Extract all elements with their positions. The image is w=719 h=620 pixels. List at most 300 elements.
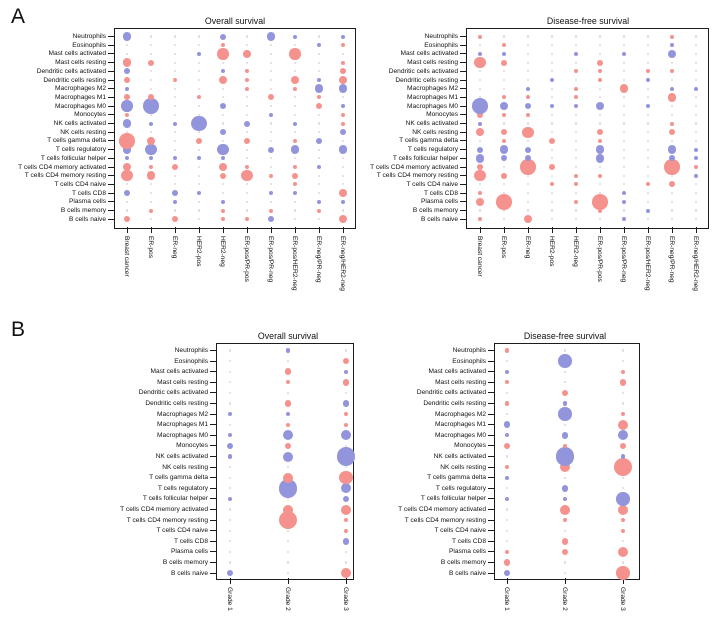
bubble	[695, 62, 697, 64]
y-axis-label: NK cells resting	[412, 128, 458, 136]
bubble	[598, 78, 602, 82]
y-axis-tick	[108, 97, 114, 98]
bubble	[293, 87, 297, 91]
bubble	[478, 35, 482, 39]
bubble	[343, 379, 350, 386]
bubble	[623, 114, 625, 116]
y-axis-tick	[108, 149, 114, 150]
y-axis-label: T cells CD8	[72, 189, 106, 197]
bubble	[668, 145, 677, 154]
bubble	[506, 508, 508, 510]
bubble	[551, 209, 553, 211]
bubble	[551, 122, 553, 124]
bubble	[229, 349, 231, 351]
bubble	[563, 401, 567, 405]
y-axis-label: Monocytes	[426, 111, 458, 119]
bubble	[551, 88, 553, 90]
y-axis-label: Dendritic cells resting	[395, 76, 458, 84]
y-axis-tick	[108, 123, 114, 124]
y-axis-label: T cells follicular helper	[40, 154, 106, 162]
bubble	[527, 62, 529, 64]
bubble	[145, 144, 156, 155]
x-axis-label: Grade 2	[284, 586, 292, 611]
y-axis-tick	[488, 467, 494, 468]
bubble	[503, 209, 505, 211]
y-axis-tick	[210, 573, 216, 574]
bubble	[599, 53, 601, 55]
bubble	[695, 114, 697, 116]
y-axis-tick	[108, 36, 114, 37]
y-axis-label: Mast cells activated	[400, 50, 458, 58]
y-axis-label: T cells gamma delta	[149, 474, 208, 482]
bubble	[318, 35, 320, 37]
bubble	[269, 209, 273, 213]
bubble	[551, 35, 553, 37]
bubble	[664, 159, 680, 175]
bubble	[149, 122, 153, 126]
bubble	[671, 201, 673, 203]
y-axis-tick	[460, 140, 466, 141]
bubble	[344, 423, 348, 427]
bubble	[551, 62, 553, 64]
bubble	[291, 145, 300, 154]
bubble	[317, 200, 321, 204]
y-axis-tick	[460, 71, 466, 72]
bubble	[229, 561, 231, 563]
y-axis-tick	[488, 520, 494, 521]
x-axis-tick	[343, 227, 344, 233]
y-axis-tick	[210, 445, 216, 446]
y-axis-tick	[488, 414, 494, 415]
y-axis-label: Dendritic cells resting	[43, 76, 106, 84]
y-axis-label: B cells naive	[170, 569, 208, 577]
bubble	[174, 53, 176, 55]
y-axis-label: T cells CD4 naive	[54, 180, 106, 188]
bubble	[294, 62, 296, 64]
panel-b-right-title: Disease-free survival	[523, 330, 607, 341]
y-axis-label: Mast cells resting	[435, 378, 486, 386]
bubble	[269, 113, 273, 117]
y-axis-tick	[460, 184, 466, 185]
bubble	[616, 492, 630, 506]
panel-b-label: B	[11, 318, 26, 341]
y-axis-label: B cells memory	[60, 207, 106, 214]
bubble	[246, 201, 248, 203]
y-axis-tick	[108, 71, 114, 72]
bubble	[694, 174, 698, 178]
y-axis-label: B cells memory	[440, 559, 486, 566]
bubble	[623, 35, 625, 37]
bubble	[575, 140, 577, 142]
y-axis-tick	[210, 498, 216, 499]
y-axis-tick	[210, 562, 216, 563]
bubble	[621, 529, 625, 533]
x-axis-label: Breast cancer	[123, 235, 131, 277]
bubble	[618, 547, 628, 557]
y-axis-tick	[460, 149, 466, 150]
bubble	[694, 148, 698, 152]
x-axis-label: HER2-neg	[572, 235, 580, 267]
y-axis-tick	[488, 488, 494, 489]
y-axis-label: T cells regulatory	[435, 484, 486, 492]
bubble	[647, 175, 649, 177]
y-axis-label: Dendritic cells resting	[423, 400, 486, 407]
bubble	[623, 122, 625, 124]
y-axis-label: Macrophages M2	[55, 85, 106, 93]
bubble	[551, 201, 553, 203]
bubble	[267, 32, 276, 41]
bubble	[564, 371, 566, 373]
panel-a-left-title: Overall survival	[204, 15, 266, 26]
x-axis-label: ER-neg	[171, 235, 179, 258]
bubble	[270, 88, 272, 90]
x-axis-tick	[507, 578, 508, 584]
y-axis-tick	[460, 123, 466, 124]
y-axis-label: NK cells resting	[60, 128, 106, 136]
panel-a-left-plot-area	[114, 28, 356, 229]
bubble	[527, 53, 529, 55]
bubble	[575, 114, 577, 116]
y-axis-label: Eosinophils	[174, 357, 208, 365]
bubble	[198, 175, 200, 177]
bubble	[695, 140, 697, 142]
y-axis-tick	[210, 392, 216, 393]
y-axis-tick	[210, 350, 216, 351]
y-axis-label: Mast cells resting	[407, 59, 458, 67]
bubble	[337, 447, 356, 466]
bubble	[173, 122, 177, 126]
bubble	[197, 52, 201, 56]
bubble	[123, 119, 132, 128]
bubble	[623, 62, 625, 64]
bubble	[647, 88, 649, 90]
bubble	[270, 122, 272, 124]
y-axis-label: Dendritic cells activated	[138, 389, 208, 397]
x-axis-tick	[672, 227, 673, 233]
bubble	[270, 62, 272, 64]
bubble	[646, 78, 650, 82]
bubble	[522, 127, 533, 138]
bubble	[119, 133, 135, 149]
bubble	[575, 209, 577, 211]
y-axis-tick	[210, 424, 216, 425]
bubble	[149, 165, 153, 169]
bubble	[647, 122, 649, 124]
bubble	[270, 53, 272, 55]
y-axis-label: T cells CD4 memory activated	[18, 163, 106, 171]
bubble	[191, 116, 207, 132]
y-axis-tick	[460, 201, 466, 202]
y-axis-label: Macrophages M0	[435, 431, 486, 439]
y-axis-tick	[488, 361, 494, 362]
x-axis-tick	[480, 227, 481, 233]
bubble	[622, 349, 624, 351]
bubble	[623, 149, 625, 151]
bubble	[575, 62, 577, 64]
bubble	[143, 98, 159, 114]
bubble	[592, 194, 608, 210]
y-axis-label: T cells follicular helper	[420, 495, 486, 503]
y-axis-tick	[488, 530, 494, 531]
y-axis-tick	[488, 477, 494, 478]
bubble	[575, 149, 577, 151]
bubble	[174, 35, 176, 37]
y-axis-tick	[108, 201, 114, 202]
y-axis-tick	[460, 97, 466, 98]
bubble	[477, 164, 483, 170]
bubble	[316, 138, 322, 144]
y-axis-label: Dendritic cells activated	[388, 67, 458, 75]
bubble	[574, 87, 578, 91]
y-axis-label: Macrophages M0	[157, 431, 208, 439]
x-axis-tick	[696, 227, 697, 233]
y-axis-label: Neutrophils	[174, 347, 208, 354]
bubble	[618, 505, 628, 515]
y-axis-tick	[488, 456, 494, 457]
y-axis-label: Dendritic cells resting	[145, 400, 208, 407]
bubble	[622, 402, 624, 404]
bubble	[479, 209, 481, 211]
bubble	[527, 175, 529, 177]
bubble	[479, 88, 481, 90]
bubble	[294, 114, 296, 116]
x-axis-tick	[175, 227, 176, 233]
bubble	[198, 209, 200, 211]
y-axis-tick	[460, 36, 466, 37]
bubble	[287, 530, 289, 532]
y-axis-label: T cells CD4 memory resting	[24, 172, 106, 180]
bubble	[222, 114, 224, 116]
y-axis-label: NK cells activated	[155, 453, 208, 460]
x-axis-label: Grade 3	[342, 586, 350, 611]
bubble	[318, 62, 320, 64]
bubble	[562, 432, 569, 439]
y-axis-label: Macrophages M0	[55, 102, 106, 110]
bubble	[527, 35, 529, 37]
bubble	[505, 348, 509, 352]
y-axis-label: NK cells activated	[405, 120, 458, 127]
y-axis-label: B cells naive	[448, 569, 486, 577]
y-axis-label: T cells CD4 naive	[156, 527, 208, 535]
x-axis-tick	[565, 578, 566, 584]
bubble	[345, 349, 347, 351]
y-axis-tick	[488, 573, 494, 574]
bubble	[562, 485, 569, 492]
bubble	[622, 200, 626, 204]
bubble	[670, 35, 674, 39]
bubble	[198, 149, 200, 151]
bubble	[574, 174, 578, 178]
y-axis-tick	[210, 477, 216, 478]
bubble	[293, 165, 297, 169]
y-axis-label: B cells naive	[68, 215, 106, 223]
bubble	[217, 48, 228, 59]
y-axis-label: T cells CD4 naive	[406, 180, 458, 188]
panel-b-left-plot-area	[216, 343, 354, 580]
bubble	[623, 209, 625, 211]
bubble	[598, 174, 602, 178]
y-axis-label: Plasma cells	[68, 198, 106, 206]
y-axis-tick	[488, 551, 494, 552]
y-axis-tick	[488, 392, 494, 393]
y-axis-label: T cells CD4 memory activated	[398, 506, 486, 513]
y-axis-tick	[108, 106, 114, 107]
bubble	[283, 473, 293, 483]
bubble	[695, 122, 697, 124]
bubble	[671, 209, 673, 211]
bubble	[527, 140, 529, 142]
bubble	[670, 122, 674, 126]
bubble	[527, 201, 529, 203]
x-axis-tick	[648, 227, 649, 233]
bubble	[174, 175, 176, 177]
panel-a-label: A	[11, 5, 26, 28]
bubble	[245, 165, 249, 169]
bubble	[695, 35, 697, 37]
y-axis-tick	[488, 371, 494, 372]
bubble	[293, 139, 297, 143]
bubble	[172, 164, 178, 170]
y-axis-label: Neutrophils	[72, 33, 106, 40]
y-axis-label: Plasma cells	[420, 198, 458, 206]
x-axis-tick	[127, 227, 128, 233]
x-axis-label: HER2-pos	[548, 235, 556, 266]
bubble	[341, 505, 351, 515]
y-axis-label: T cells CD8	[174, 537, 208, 545]
bubble	[598, 139, 602, 143]
bubble	[575, 35, 577, 37]
y-axis-tick	[460, 53, 466, 54]
y-axis-tick	[460, 193, 466, 194]
y-axis-tick	[488, 509, 494, 510]
y-axis-tick	[210, 541, 216, 542]
y-axis-tick	[460, 132, 466, 133]
bubble	[526, 113, 530, 117]
y-axis-tick	[108, 132, 114, 133]
bubble	[520, 159, 536, 175]
x-axis-label: ER-pos/PR-neg	[267, 235, 275, 282]
y-axis-label: Plasma cells	[448, 548, 486, 556]
bubble	[503, 35, 505, 37]
y-axis-tick	[210, 467, 216, 468]
y-axis-label: T cells follicular helper	[392, 154, 458, 162]
bubble	[318, 122, 320, 124]
bubble	[549, 164, 555, 170]
bubble	[670, 87, 674, 91]
bubble	[695, 201, 697, 203]
bubble	[220, 34, 226, 40]
y-axis-tick	[460, 219, 466, 220]
y-axis-label: T cells gamma delta	[47, 137, 106, 145]
bubble	[560, 505, 570, 515]
x-axis-label: HER2-pos	[195, 235, 203, 266]
bubble	[283, 452, 293, 462]
y-axis-tick	[108, 210, 114, 211]
y-axis-label: B cells memory	[162, 559, 208, 566]
bubble	[222, 62, 224, 64]
y-axis-tick	[210, 403, 216, 404]
bubble	[318, 114, 320, 116]
bubble	[246, 35, 248, 37]
y-axis-tick	[488, 350, 494, 351]
panel-b-left-title: Overall survival	[257, 330, 319, 341]
bubble	[506, 530, 508, 532]
bubble	[622, 561, 624, 563]
x-axis-label: ER-pos	[500, 235, 508, 258]
bubble	[318, 53, 320, 55]
x-axis-label: ER-neg	[524, 235, 532, 258]
y-axis-label: NK cells resting	[440, 463, 486, 471]
y-axis-tick	[210, 361, 216, 362]
y-axis-label: Mast cells resting	[55, 59, 106, 67]
bubble	[229, 508, 231, 510]
bubble	[294, 209, 296, 211]
bubble	[623, 140, 625, 142]
x-axis-label: Grade 3	[619, 586, 627, 611]
y-axis-label: Macrophages M1	[55, 93, 106, 101]
bubble	[472, 98, 488, 114]
bubble	[503, 122, 505, 124]
bubble	[198, 201, 200, 203]
y-axis-label: T cells CD8	[424, 189, 458, 197]
y-axis-label: T cells CD4 naive	[434, 527, 486, 535]
bubble	[527, 209, 529, 211]
bubble	[527, 122, 529, 124]
bubble	[558, 354, 572, 368]
y-axis-label: Dendritic cells activated	[36, 67, 106, 75]
y-axis-label: T cells regulatory	[157, 484, 208, 492]
bubble	[671, 175, 673, 177]
bubble	[150, 88, 152, 90]
y-axis-tick	[108, 114, 114, 115]
y-axis-tick	[488, 424, 494, 425]
bubble	[558, 407, 572, 421]
y-axis-tick	[460, 88, 466, 89]
bubble	[647, 35, 649, 37]
bubble	[217, 144, 228, 155]
bubble	[599, 122, 601, 124]
bubble	[270, 201, 272, 203]
y-axis-tick	[108, 193, 114, 194]
bubble	[293, 35, 297, 39]
bubble	[671, 114, 673, 116]
bubble	[246, 114, 248, 116]
x-axis-tick	[151, 227, 152, 233]
bubble	[229, 402, 231, 404]
bubble	[286, 423, 290, 427]
bubble	[551, 114, 553, 116]
y-axis-tick	[460, 210, 466, 211]
bubble	[694, 165, 698, 169]
y-axis-tick	[460, 62, 466, 63]
bubble	[270, 140, 272, 142]
bubble	[125, 87, 129, 91]
bubble	[244, 138, 250, 144]
y-axis-label: Macrophages M0	[407, 102, 458, 110]
y-axis-label: T cells CD4 memory resting	[126, 516, 208, 524]
y-axis-label: T cells CD4 memory resting	[404, 516, 486, 524]
y-axis-label: Mast cells activated	[48, 50, 106, 58]
bubble	[344, 370, 348, 374]
bubble	[222, 140, 224, 142]
bubble	[564, 561, 566, 563]
bubble	[564, 477, 566, 479]
y-axis-label: Macrophages M1	[157, 421, 208, 429]
bubble	[246, 149, 248, 151]
bubble	[220, 173, 226, 179]
y-axis-tick	[488, 562, 494, 563]
bubble	[150, 201, 152, 203]
